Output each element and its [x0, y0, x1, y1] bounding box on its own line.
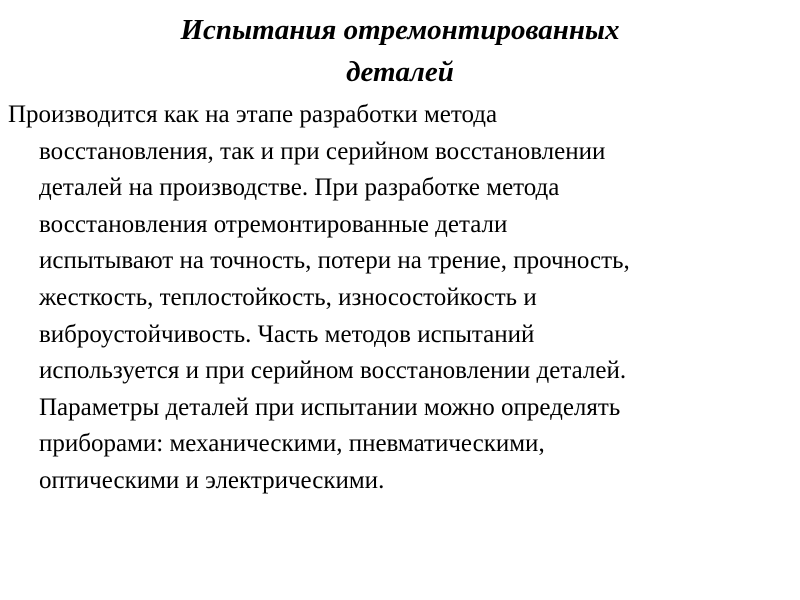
body-line: приборами: механическими, пневматическими, [39, 430, 545, 458]
body-line: жесткость, теплостойкость, износостойкость и [39, 283, 537, 311]
body-line: оптическими и электрическими. [39, 466, 385, 494]
body-line: виброустойчивость. Часть методов испытаний [39, 320, 535, 348]
body-line: испытывают на точность, потери на трение, прочность, [39, 247, 630, 275]
body-line: восстановления, так и при серийном восстановлении [39, 137, 606, 165]
slide-title-line: Испытания отремонтированных [180, 14, 620, 46]
body-line: восстановления отремонтированные детали [39, 210, 508, 238]
body-line: используется и при серийном восстановлении деталей. [39, 357, 627, 385]
slide-title-line: деталей [346, 56, 454, 88]
body-line: деталей на производстве. При разработке метода [39, 174, 560, 202]
body-line: Параметры деталей при испытании можно определять [39, 393, 621, 421]
slide-title [100, 9, 700, 93]
body-line: Производится как на этапе разработки метода [8, 101, 498, 128]
slide-body-paragraph [8, 97, 788, 500]
